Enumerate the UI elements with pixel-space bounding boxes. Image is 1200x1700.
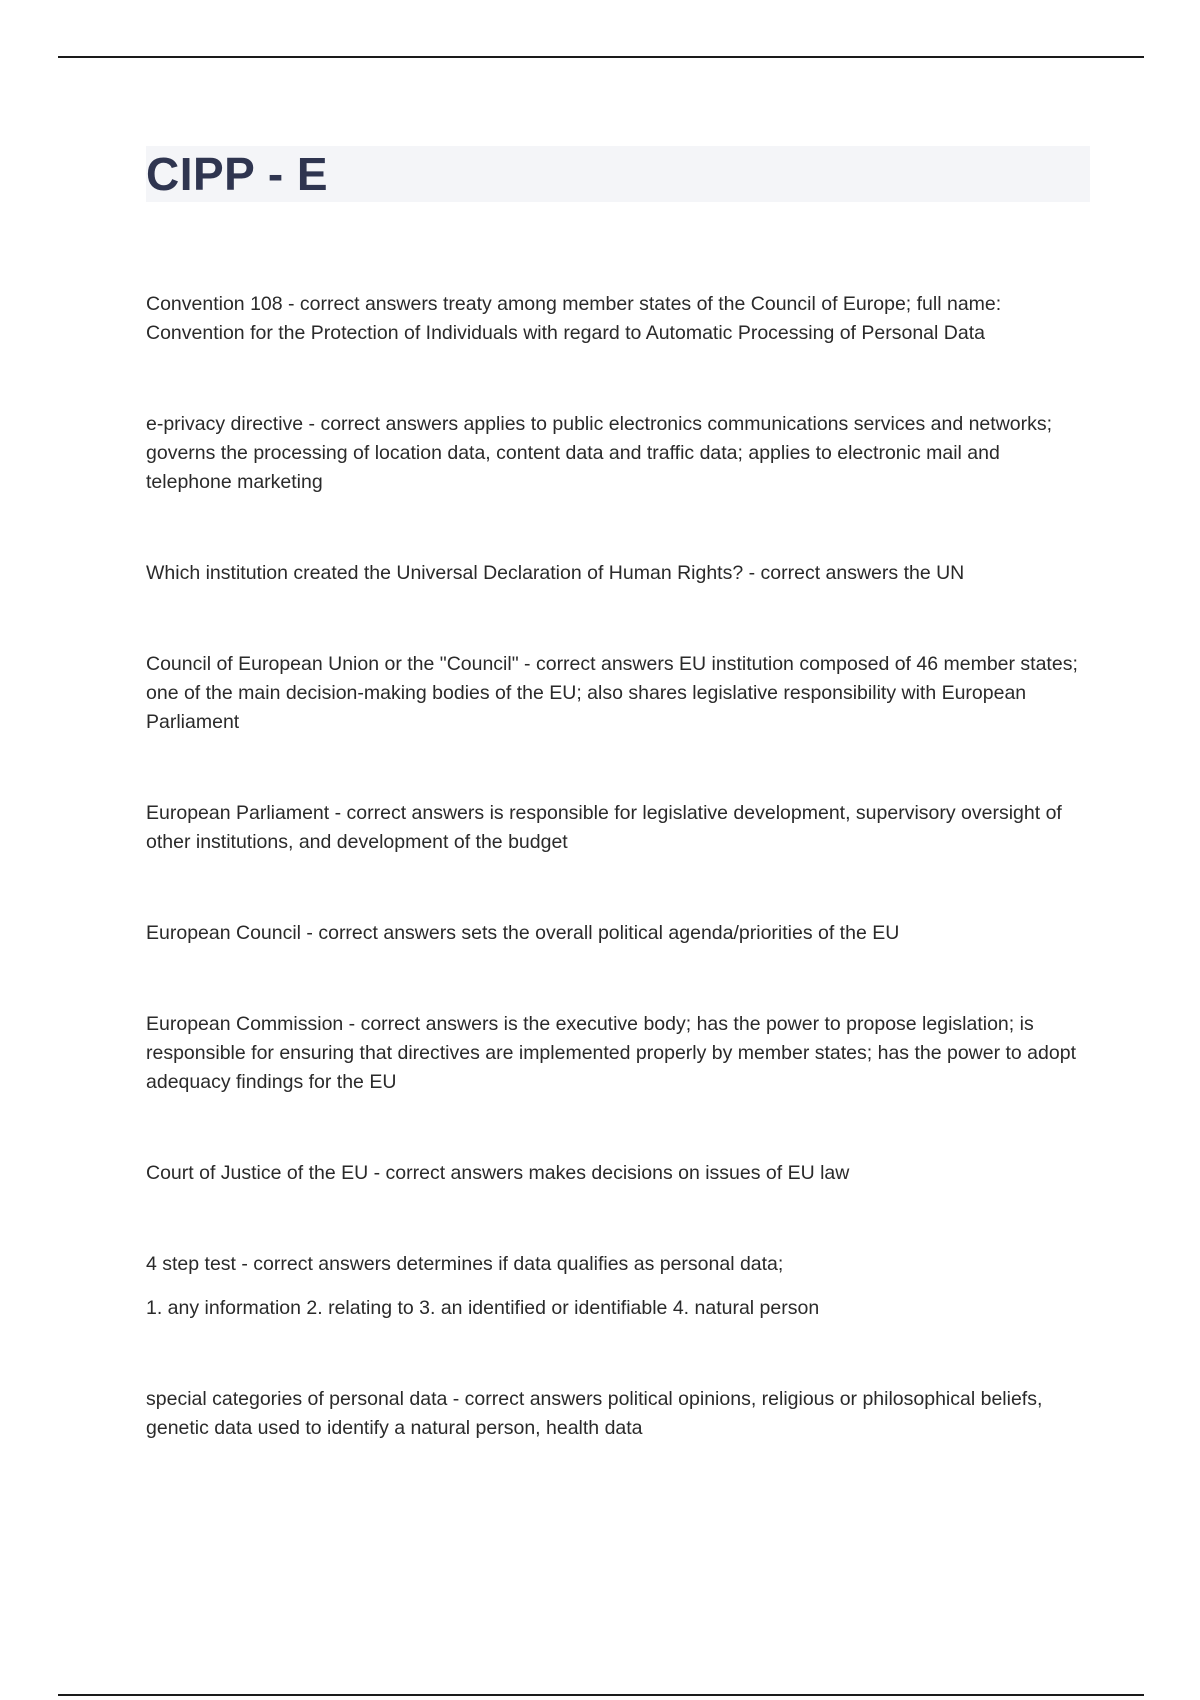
entry-text: Court of Justice of the EU - correct answers makes decisions on issues of EU law [146, 1162, 850, 1184]
flashcard-entry-council-of-eu [146, 650, 1090, 737]
entry-text: 4 step test - correct answers determines if data qualifies as personal data; [146, 1253, 784, 1275]
flashcard-entry-european-commission [146, 1010, 1090, 1097]
flashcard-entry-eprivacy-directive [146, 410, 1090, 497]
entry-text: Council of European Union or the "Council" - correct answers EU institution composed of 46 member states; one of the main decision-making bodies of the EU; also shares legislative responsibility with European Parliament [146, 653, 1078, 733]
bottom-rule [58, 1694, 1144, 1696]
page-title: CIPP - E [146, 148, 329, 200]
flashcard-list [146, 290, 1090, 1505]
flashcard-entry-convention-108 [146, 290, 1090, 348]
entry-text: European Council - correct answers sets the overall political agenda/priorities of the EU [146, 922, 900, 944]
entry-text: special categories of personal data - correct answers political opinions, religious or philosophical beliefs, genetic data used to identify a natural person, health data [146, 1388, 1043, 1439]
entry-text: European Commission - correct answers is the executive body; has the power to propose legislation; is responsible for ensuring that directives are implemented properly by member states; has the power to adopt adequacy findings for the EU [146, 1013, 1076, 1093]
top-rule [58, 56, 1144, 58]
flashcard-entry-4-step-test [146, 1250, 1090, 1323]
entry-text: Which institution created the Universal Declaration of Human Rights? - correct answers the UN [146, 562, 965, 584]
title-band [146, 146, 1090, 202]
entry-text: European Parliament - correct answers is responsible for legislative development, supervisory oversight of other institutions, and development of the budget [146, 802, 1062, 853]
flashcard-entry-european-parliament [146, 799, 1090, 857]
flashcard-entry-special-categories [146, 1385, 1090, 1443]
entry-text: Convention 108 - correct answers treaty among member states of the Council of Europe; full name: Convention for the Protection of Individuals with regard to Automatic Processing of Personal Data [146, 293, 1002, 344]
entry-text: e-privacy directive - correct answers applies to public electronics communications services and networks; governs the processing of location data, content data and traffic data; applies to electronic mail and telephone marketing [146, 413, 1053, 493]
flashcard-entry-udhr [146, 559, 1090, 588]
entry-text-continued: 1. any information 2. relating to 3. an identified or identifiable 4. natural person [146, 1297, 820, 1319]
flashcard-entry-court-of-justice [146, 1159, 1090, 1188]
flashcard-entry-european-council [146, 919, 1090, 948]
